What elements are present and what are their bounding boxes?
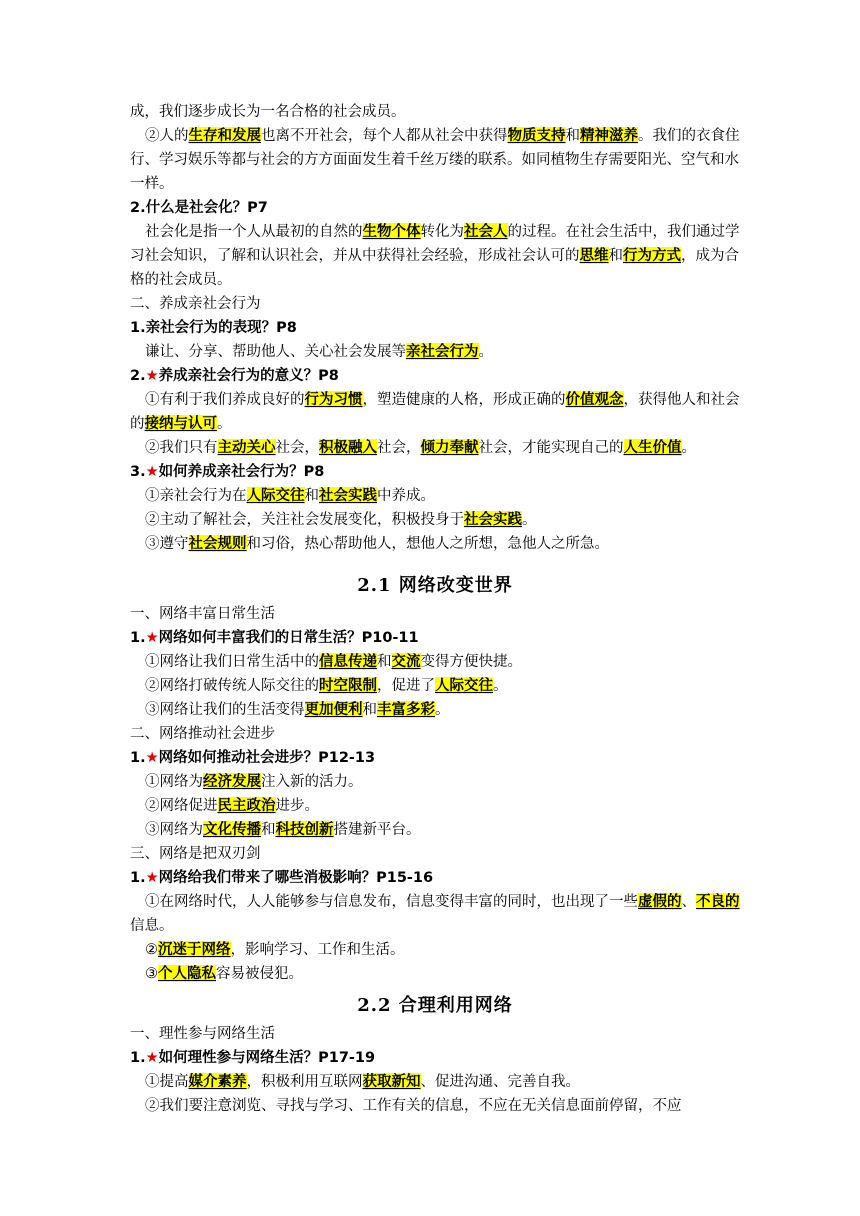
star-icon: ★ [145, 1050, 159, 1066]
star-icon: ★ [145, 368, 159, 384]
section-title: 2.1 网络改变世界 [357, 575, 513, 596]
text-run: 的过程。在社会生活中，我们通过学习社会知识，了解和认识社会，并从中获得社会经验，形成社会认可的 [130, 224, 740, 264]
text-run: 谦让、分享、帮助他人、关心社会发展等 [145, 344, 406, 360]
highlighted-keyword: 亲社会行为 [406, 343, 479, 360]
highlighted-keyword: 行为习惯 [304, 391, 363, 408]
star-icon: ★ [145, 630, 159, 646]
text-run: 二、养成亲社会行为 [130, 296, 261, 312]
highlighted-keyword: 社会人 [464, 223, 508, 240]
text-run: 搭建新平台。 [333, 822, 421, 838]
text-run: 和 [261, 822, 276, 838]
text-run: 信息。 [130, 918, 174, 934]
text-run: ②网络促进 [145, 798, 218, 814]
highlighted-keyword: 获取新知 [362, 1073, 421, 1090]
text-run: 变得方便快捷。 [420, 654, 522, 670]
highlighted-keyword: 时空限制 [319, 677, 377, 694]
section-subheading [130, 292, 740, 316]
highlighted-keyword: 积极融入 [319, 439, 377, 456]
text-run: 社会， [377, 440, 421, 456]
section-subheading [130, 842, 740, 866]
text-run: ②网络打破传统人际交往的 [145, 678, 319, 694]
answer-paragraph [130, 674, 740, 698]
answer-paragraph [130, 124, 740, 196]
question-number: 1. [130, 750, 146, 766]
text-run: ②主动了解社会，关注社会发展变化，积极投身于 [145, 512, 464, 528]
question-text: 亲社会行为的表现？P8 [145, 320, 297, 336]
text-run: 和习俗，热心帮助他人，想他人之所想，急他人之所急。 [246, 536, 609, 552]
text-run: ③网络为 [145, 822, 203, 838]
highlighted-keyword: 信息传递 [319, 653, 377, 670]
text-run: 。我们的衣食住行、学习娱乐等都与社会的方方面面发生着千丝万缕的联系。如同植物生存需要阳光、空气和水一样。 [130, 128, 740, 192]
text-run: 和 [362, 702, 377, 718]
text-run: ③网络让我们的生活变得 [145, 702, 305, 718]
question-heading [130, 626, 740, 650]
highlighted-keyword: 民主政治 [217, 797, 276, 814]
highlighted-keyword: 更加便利 [304, 701, 363, 718]
star-icon: ★ [145, 464, 159, 480]
text-run: 社会，才能实现自己的 [478, 440, 624, 456]
highlighted-keyword: 文化传播 [203, 821, 261, 838]
answer-paragraph [130, 962, 740, 986]
question-text: 如何理性参与网络生活？P17-19 [158, 1050, 376, 1066]
text-run: 。 [493, 678, 508, 694]
highlighted-keyword: 人际交往 [246, 487, 305, 504]
star-icon: ★ [145, 750, 159, 766]
section-subheading [130, 722, 740, 746]
text-run: 。 [435, 702, 450, 718]
text-run: ，积极利用互联网 [246, 1074, 363, 1090]
question-heading [130, 316, 740, 340]
text-run: 转化为 [420, 224, 464, 240]
text-run: ①网络让我们日常生活中的 [145, 654, 319, 670]
answer-paragraph [130, 484, 740, 508]
highlighted-keyword: 人生价值 [623, 439, 682, 456]
question-number: 2. [130, 200, 146, 216]
highlighted-keyword: 物质支持 [507, 127, 566, 144]
text-run: 也离不开社会，每个人都从社会中获得 [261, 128, 508, 144]
text-run: 。 [681, 440, 696, 456]
text-run: ，成为合格的社会成员。 [130, 248, 739, 288]
answer-paragraph [130, 938, 740, 962]
section-subheading [130, 1022, 740, 1046]
highlighted-keyword: 科技创新 [275, 821, 334, 838]
question-heading [130, 1046, 740, 1070]
text-run: ② [145, 942, 158, 958]
star-icon: ★ [145, 870, 159, 886]
text-run: ，获得他人和社会的 [130, 392, 740, 432]
highlighted-keyword: 行为方式 [623, 247, 681, 264]
section-subheading [130, 100, 740, 124]
text-run: 和 [608, 248, 623, 264]
question-text: 网络给我们带来了哪些消极影响？P15-16 [158, 870, 434, 886]
text-run: ③ [145, 966, 158, 982]
answer-paragraph [130, 794, 740, 818]
highlighted-keyword: 价值观念 [565, 391, 624, 408]
question-text: 如何养成亲社会行为？P8 [158, 464, 325, 480]
highlighted-keyword: 交流 [391, 653, 421, 670]
answer-paragraph [130, 818, 740, 842]
question-number: 1. [130, 320, 146, 336]
text-run: ①亲社会行为在 [145, 488, 247, 504]
text-run: ②我们要注意浏览、寻找与学习、工作有关的信息，不应在无关信息面前停留，不应 [145, 1098, 682, 1114]
text-run: 容易被侵犯。 [216, 966, 303, 982]
section-subheading [130, 602, 740, 626]
answer-paragraph [130, 436, 740, 460]
question-heading [130, 364, 740, 388]
text-run: 一、网络丰富日常生活 [130, 606, 275, 622]
question-text: 网络如何丰富我们的日常生活？P10-11 [158, 630, 419, 646]
answer-paragraph [130, 650, 740, 674]
highlighted-keyword: 人际交往 [435, 677, 493, 694]
question-text: 什么是社会化？P7 [145, 200, 268, 216]
text-run: 、 [681, 894, 696, 910]
question-heading [130, 460, 740, 484]
question-heading [130, 866, 740, 890]
answer-paragraph [130, 1070, 740, 1094]
highlighted-keyword: 生存和发展 [188, 127, 261, 144]
answer-paragraph [130, 532, 740, 556]
answer-paragraph [130, 220, 740, 292]
text-run: 进步。 [275, 798, 319, 814]
highlighted-keyword: 思维 [579, 247, 609, 264]
question-heading [130, 196, 740, 220]
text-run: ①网络为 [145, 774, 203, 790]
highlighted-keyword: 媒介素养 [188, 1073, 247, 1090]
answer-paragraph [130, 698, 740, 722]
text-run: ，塑造健康的人格，形成正确的 [362, 392, 566, 408]
question-number: 1. [130, 870, 146, 886]
question-heading [130, 746, 740, 770]
text-run: ①在网络时代，人人能够参与信息发布，信息变得丰富的同时，也出现了一些 [145, 894, 638, 910]
question-number: 1. [130, 630, 146, 646]
text-run: 。 [217, 416, 232, 432]
question-number: 2. [130, 368, 146, 384]
answer-paragraph [130, 1094, 740, 1118]
answer-paragraph [130, 890, 740, 938]
highlighted-keyword: 接纳与认可 [144, 415, 217, 432]
highlighted-keyword: 个人隐私 [158, 965, 216, 982]
text-run: 、促进沟通、完善自我。 [420, 1074, 580, 1090]
highlighted-keyword: 社会实践 [319, 487, 377, 504]
text-run: ③遵守 [145, 536, 189, 552]
highlighted-keyword: 主动关心 [217, 439, 276, 456]
question-number: 1. [130, 1050, 146, 1066]
question-number: 3. [130, 464, 146, 480]
text-run: ②人的 [145, 128, 189, 144]
highlighted-keyword: 社会规则 [188, 535, 247, 552]
highlighted-keyword: 经济发展 [203, 773, 261, 790]
highlighted-keyword: 虚假的 [638, 893, 682, 910]
text-run: ①有利于我们养成良好的 [145, 392, 305, 408]
text-run: ，促进了 [377, 678, 435, 694]
answer-paragraph [130, 508, 740, 532]
question-text: 网络如何推动社会进步？P12-13 [158, 750, 376, 766]
section-title: 2.2 合理利用网络 [357, 995, 513, 1016]
highlighted-keyword: 生物个体 [362, 223, 421, 240]
question-text: 养成亲社会行为的意义？P8 [158, 368, 339, 384]
text-run: 中养成。 [377, 488, 435, 504]
text-run: 。 [478, 344, 493, 360]
answer-paragraph [130, 770, 740, 794]
text-run: 一、理性参与网络生活 [130, 1026, 275, 1042]
text-run: 三、网络是把双刃剑 [130, 846, 261, 862]
text-run: ①提高 [145, 1074, 189, 1090]
highlighted-keyword: 沉迷于网络 [158, 941, 231, 958]
highlighted-keyword: 社会实践 [464, 511, 522, 528]
text-run: 和 [565, 128, 580, 144]
text-run: 。 [522, 512, 537, 528]
highlighted-keyword: 倾力奉献 [420, 439, 479, 456]
text-run: 和 [377, 654, 392, 670]
highlighted-keyword: 精神滋养 [580, 127, 638, 144]
text-run: 和 [304, 488, 319, 504]
text-run: ②我们只有 [145, 440, 218, 456]
highlighted-keyword: 不良的 [696, 893, 740, 910]
answer-paragraph [130, 340, 740, 364]
highlighted-keyword: 丰富多彩 [377, 701, 435, 718]
text-run: 社会化是指一个人从最初的自然的 [145, 224, 363, 240]
text-run: ，影响学习、工作和生活。 [230, 942, 405, 958]
answer-paragraph [130, 388, 740, 436]
text-run: 成，我们逐步成长为一名合格的社会成员。 [130, 104, 406, 120]
text-run: 社会， [275, 440, 319, 456]
text-run: 注入新的活力。 [261, 774, 363, 790]
text-run: 二、网络推动社会进步 [130, 726, 275, 742]
